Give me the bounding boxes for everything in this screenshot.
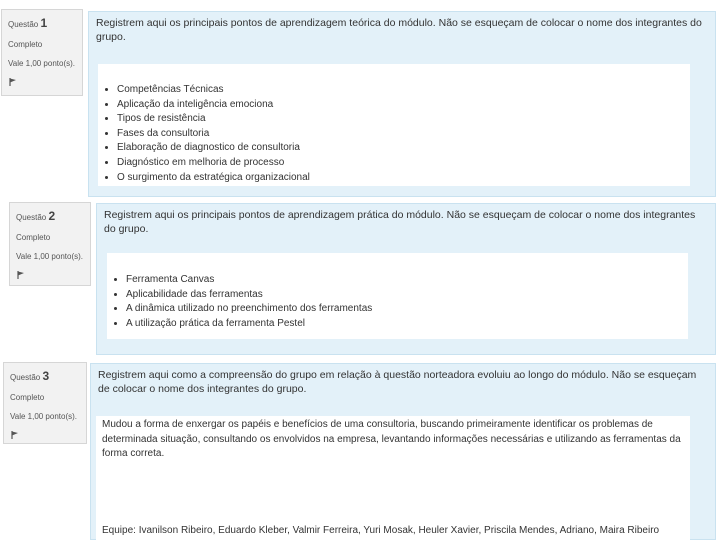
question-state: Completo — [10, 393, 45, 402]
question-mark: Vale 1,00 ponto(s). — [10, 412, 78, 421]
question-text: Registrem aqui os principais pontos de aprendizagem teórica do módulo. Não se esqueçam de colocar o nome dos integrantes do grupo. — [96, 17, 702, 43]
list-item: • Competências Técnicas — [117, 83, 682, 98]
question-label: Questão — [16, 213, 47, 222]
flag-icon[interactable] — [16, 270, 26, 280]
question-2-info — [9, 202, 91, 286]
list-item: • A dinâmica utilizado no preenchimento dos ferramentas — [126, 302, 680, 317]
question-label: Questão — [10, 373, 41, 382]
question-state: Completo — [8, 40, 43, 49]
list-item: • Aplicação da inteligência emociona — [117, 98, 682, 113]
flag-icon[interactable] — [10, 430, 20, 440]
question-text: Registrem aqui como a compreensão do grupo em relação à questão norteadora evoluiu ao longo do módulo. Não se esqueçam de colocar o nome dos integrantes do grupo. — [98, 369, 697, 395]
list-item: • O surgimento da estratégica organizacional — [117, 171, 682, 186]
question-state: Completo — [16, 233, 51, 242]
list-item: • Ferramenta Canvas — [126, 273, 680, 288]
answer-team: Equipe: Ivanilson Ribeiro, Eduardo Kleber, Valmir Ferreira, Yuri Mosak, Heuler Xavier, Priscila Mendes, Adriano, Maira Ribeiro — [102, 525, 660, 536]
question-text: Registrem aqui os principais pontos de aprendizagem prática do módulo. Não se esqueçam de colocar o nome dos integrantes do grupo. — [104, 209, 696, 235]
list-item: • Fases da consultoria — [117, 127, 682, 142]
question-number: 1 — [40, 16, 48, 30]
question-label: Questão — [8, 20, 39, 29]
question-mark: Vale 1,00 ponto(s). — [8, 59, 76, 68]
answer-list — [115, 273, 680, 331]
question-1-info — [1, 9, 83, 96]
flag-icon[interactable] — [8, 77, 18, 87]
question-number: 2 — [48, 209, 56, 223]
answer-list — [106, 83, 682, 185]
list-item: • Tipos de resistência — [117, 112, 682, 127]
list-item: • Elaboração de diagnostico de consultoria — [117, 141, 682, 156]
answer-paragraph: Mudou a forma de enxergar os papéis e benefícios de uma consultoria, buscando primeiramente identificar os problemas de determinada situação, consultando os envolvidos na empresa, levantando informações necessárias e utilizando as ferramentas da forma correta. — [102, 419, 681, 460]
question-number: 3 — [42, 369, 50, 383]
question-1-answer[interactable] — [98, 64, 690, 186]
question-mark: Vale 1,00 ponto(s). — [16, 252, 84, 261]
question-3-answer[interactable] — [96, 416, 690, 540]
question-3-info — [3, 362, 87, 444]
list-item: • Aplicabilidade das ferramentas — [126, 288, 680, 303]
question-2-answer[interactable] — [107, 253, 688, 339]
list-item: • A utilização prática da ferramenta Pestel — [126, 317, 680, 332]
list-item: • Diagnóstico em melhoria de processo — [117, 156, 682, 171]
